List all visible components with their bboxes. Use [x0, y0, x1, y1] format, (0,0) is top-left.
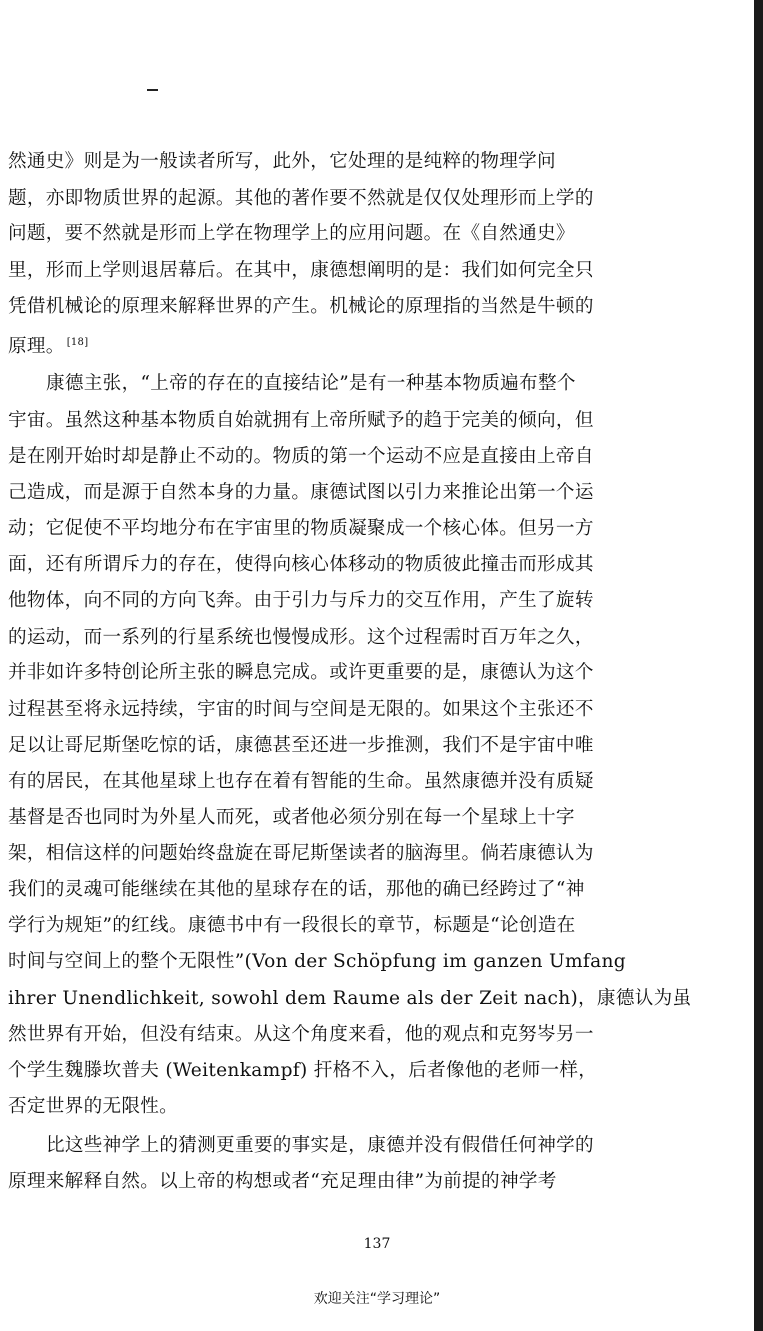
text-line: 里，形而上学则退居幕后。在其中，康德想阐明的是：我们如何完全只 — [8, 260, 594, 281]
text-line: 我们的灵魂可能继续在其他的星球存在的话，那他的确已经跨过了“神 — [8, 879, 585, 900]
text-line: 个学生魏滕坎普夫 (Weitenkampf) 扞格不入，后者像他的老师一样， — [8, 1060, 598, 1081]
text-line: 比这些神学上的猜测更重要的事实是，康德并没有假借任何神学的 — [46, 1135, 594, 1156]
text-line: 原理来解释自然。以上帝的构想或者“充足理由律”为前提的神学考 — [8, 1171, 557, 1192]
text-line: 宇宙。虽然这种基本物质自始就拥有上帝所赋予的趋于完美的倾向，但 — [8, 410, 594, 431]
text-line: 架，相信这样的问题始终盘旋在哥尼斯堡读者的脑海里。倘若康德认为 — [8, 843, 594, 864]
text-line: 然通史》则是为一般读者所写，此外，它处理的是纯粹的物理学问 — [8, 151, 556, 172]
text-line: 己造成，而是源于自然本身的力量。康德试图以引力来推论出第一个运 — [8, 482, 594, 503]
footer-text: 欢迎关注“学习理论” — [313, 1291, 441, 1307]
text-line — [8, 331, 88, 359]
text-line: 并非如许多特创论所主张的瞬息完成。或许更重要的是，康德认为这个 — [8, 662, 594, 683]
header-dash — [147, 89, 158, 91]
text-line: 学行为规矩”的红线。康德书中有一段很长的章节，标题是“论创造在 — [8, 915, 576, 936]
text-line: 题，亦即物质世界的起源。其他的著作要不然就是仅仅处理形而上学的 — [8, 188, 594, 209]
text-line: 是在刚开始时却是静止不动的。物质的第一个运动不应是直接由上帝自 — [8, 446, 594, 467]
text-line: 的运动，而一系列的行星系统也慢慢成形。这个过程需时百万年之久， — [8, 627, 594, 648]
text-line: 凭借机械论的原理来解释世界的产生。机械论的原理指的当然是牛顿的 — [8, 296, 594, 317]
text-line-content: 原理。 — [8, 336, 65, 358]
footnote-ref: [18] — [66, 337, 89, 348]
scan-edge — [754, 0, 763, 1331]
text-line: 问题，要不然就是形而上学在物理学上的应用问题。在《自然通史》 — [8, 223, 575, 244]
text-line: 足以让哥尼斯堡吃惊的话，康德甚至还进一步推测，我们不是宇宙中唯 — [8, 735, 594, 756]
text-line: 有的居民，在其他星球上也存在着有智能的生命。虽然康德并没有质疑 — [8, 771, 594, 792]
text-line: 动；它促使不平均地分布在宇宙里的物质凝聚成一个核心体。但另一方 — [8, 518, 594, 539]
page-number: 137 — [363, 1236, 391, 1252]
text-line: 否定世界的无限性。 — [8, 1096, 179, 1117]
text-line: 过程甚至将永远持续，宇宙的时间与空间是无限的。如果这个主张还不 — [8, 699, 594, 720]
text-line: 面，还有所谓斥力的存在，使得向核心体移动的物质彼此撞击而形成其 — [8, 554, 594, 575]
text-line: 然世界有开始，但没有结束。从这个角度来看，他的观点和克努岑另一 — [8, 1024, 594, 1045]
text-line: 他物体，向不同的方向飞奔。由于引力与斥力的交互作用，产生了旋转 — [8, 590, 594, 611]
text-line: 康德主张，“上帝的存在的直接结论”是有一种基本物质遍布整个 — [46, 373, 576, 394]
text-line: 基督是否也同时为外星人而死，或者他必须分别在每一个星球上十字 — [8, 807, 575, 828]
text-line: ihrer Unendlichkeit, sowohl dem Raume als der Zeit nach)，康德认为虽 — [8, 988, 692, 1009]
text-line: 时间与空间上的整个无限性”(Von der Schöpfung im ganzen Umfang — [8, 951, 626, 972]
